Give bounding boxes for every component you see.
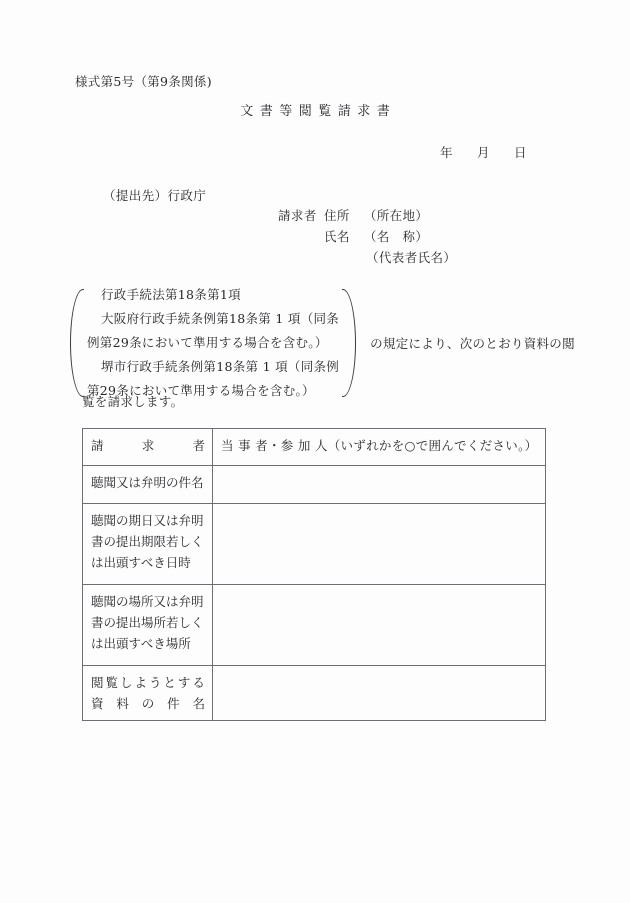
requester-row-name [278, 226, 456, 247]
law-line-1: 行政手続法第18条第1項 [101, 287, 241, 302]
requester-label: 請求者 [278, 208, 317, 223]
label-char: 覧 [105, 675, 118, 690]
label-line: は出頭すべき場所 [91, 636, 191, 651]
label-char: よ [134, 675, 147, 690]
table-row [83, 466, 546, 504]
label-char: う [148, 675, 162, 690]
label-char: と [163, 675, 176, 690]
label-char: 閲 [91, 675, 104, 690]
label-line: 聴聞又は弁明の件名 [91, 475, 204, 490]
requester-type-options: 当 事 者・参 加 人（いずれかを○で囲んでください。） [221, 438, 538, 453]
bracket-left-icon [70, 289, 84, 397]
label-char: る [192, 675, 205, 690]
date-month-label: 月 [477, 145, 491, 160]
request-details-table [82, 428, 546, 721]
bracket-right-icon [342, 289, 356, 397]
table-cell-location[interactable] [213, 585, 546, 666]
table-cell-material-name[interactable] [213, 666, 546, 721]
label-char: し [119, 675, 133, 690]
requester-block [278, 205, 456, 268]
requester-paren-name: （名 称） [363, 229, 429, 244]
label-line: 書の提出場所若しく [91, 615, 204, 630]
label-char: 名 [192, 696, 205, 711]
table-cell-case-name[interactable] [213, 466, 546, 504]
label-char: 資 [91, 696, 104, 711]
label-line [91, 435, 205, 456]
label-line: 聴聞の期日又は弁明 [91, 513, 204, 528]
page-title-text: 文書等閲覧請求書 [240, 104, 397, 119]
label-line [91, 693, 205, 714]
law-line-3: 例第29条において準用する場合を含む。） [87, 335, 328, 350]
table-row [83, 585, 546, 666]
label-line [91, 672, 205, 693]
form-number: 様式第5号（第9条関係) [75, 74, 212, 89]
law-tail-text: の規定により、次のとおり資料の閲 [370, 336, 575, 351]
label-line: 書の提出期限若しく [91, 534, 204, 549]
requester-field-address: 住所 [324, 208, 350, 223]
table-row-label-datetime [83, 504, 213, 585]
table-cell-datetime[interactable] [213, 504, 546, 585]
label-char: 料 [116, 696, 129, 711]
date-line [440, 143, 527, 161]
addressee-line: （提出先）行政庁 [103, 188, 207, 203]
table-row-label-material-name [83, 666, 213, 721]
label-char: す [177, 675, 191, 690]
label-line: 聴聞の場所又は弁明 [91, 594, 204, 609]
label-line: は出頭すべき日時 [91, 555, 191, 570]
table-row-label-case-name [83, 466, 213, 504]
law-line-2: 大阪府行政手続条例第18条第 1 項（同条 [101, 311, 340, 326]
law-reference-block [70, 283, 575, 403]
table-cell-requester-type[interactable] [213, 429, 546, 466]
table-row-label-requester [83, 429, 213, 466]
label-char: 請 [91, 438, 104, 453]
label-char: 件 [167, 696, 180, 711]
requester-row-representative [278, 247, 456, 268]
requester-paren-representative: （代表者氏名） [366, 250, 457, 265]
requester-row-address [278, 205, 456, 226]
law-continuation-text: 覧を請求します。 [82, 394, 184, 409]
requester-field-name: 氏名 [324, 229, 350, 244]
table-row [83, 429, 546, 466]
table-row [83, 504, 546, 585]
law-line-4: 堺市行政手続条例第18条第 1 項（同条例 [101, 359, 340, 374]
label-char: 求 [141, 438, 155, 453]
date-day-label: 日 [514, 145, 528, 160]
law-reference-lines [84, 283, 342, 403]
label-char: 者 [192, 438, 205, 453]
table-row-label-location [83, 585, 213, 666]
date-year-label: 年 [440, 145, 454, 160]
table-row [83, 666, 546, 721]
page-title [0, 100, 630, 119]
requester-paren-address: （所在地） [363, 208, 429, 223]
label-char: の [141, 696, 155, 711]
law-line-5: 第29条において準用する場合を含む。） [87, 383, 315, 398]
